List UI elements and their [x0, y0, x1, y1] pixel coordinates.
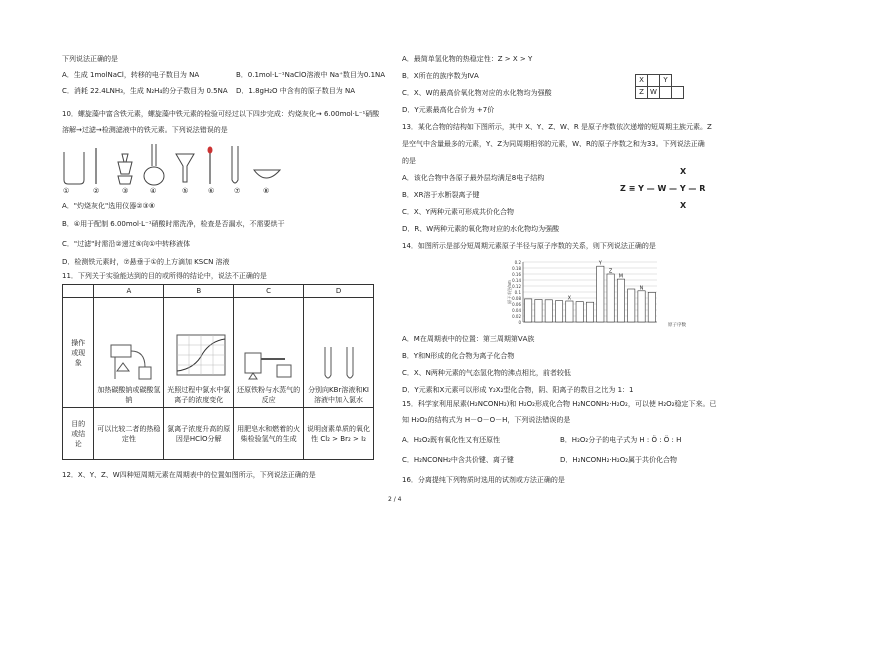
chart-bar-label: X — [567, 295, 572, 302]
q11-row2-c: 用肥皂水和燃着的火柴检验氢气的生成 — [234, 408, 304, 460]
q14-option-b: B．Y和N形成的化合物为离子化合物 — [402, 352, 515, 360]
grid-cell-x: X — [635, 74, 648, 87]
q13-stem-line2: 是空气中含量最多的元素，Y、Z为同周期相邻的元素，W、R的原子序数之和为33。下列说法正确 — [402, 140, 705, 148]
q10-option-d: D．检测铁元素时，⑦悬垂于①的上方滴加 KSCN 溶液 — [62, 258, 230, 266]
chart-bar — [576, 302, 583, 322]
structure-x-bottom: X — [680, 201, 687, 210]
instrument-label-4: ④ — [150, 187, 157, 195]
chart-bar — [586, 302, 593, 322]
q13-option-c: C．X、Y两种元素可形成共价化合物 — [402, 208, 514, 216]
q11-header-blank — [63, 285, 94, 298]
instrument-label-2: ② — [93, 187, 100, 195]
chart-x-label: 原子序数 — [668, 323, 686, 328]
q11-row2-d: 说明卤素单质的氧化性 Cl₂ > Br₂ > I₂ — [304, 408, 374, 460]
instrument-label-3: ③ — [122, 187, 129, 195]
evaporating-dish-icon — [254, 170, 280, 178]
match-icon — [208, 147, 213, 185]
chart-y-tick: 0.16 — [512, 272, 521, 277]
iron-steam-apparatus-figure — [241, 339, 297, 383]
instrument-label-1: ① — [63, 187, 70, 195]
q10-stem-line2: 溶解→过滤→检测滤液中的铁元素。下列说法错误的是 — [62, 126, 228, 134]
q11-table — [62, 284, 374, 460]
q10-option-b: B．④用于配制 6.00mol·L⁻¹硝酸时需洗净，检查是否漏水，不需要烘干 — [62, 220, 285, 228]
q9-option-c: C．消耗 22.4LNH₃，生成 N₂H₄的分子数目为 0.5NA — [62, 87, 228, 95]
q13-option-a: A．该化合物中各原子最外层均满足8电子结构 — [402, 174, 545, 182]
element-position-grid — [635, 74, 689, 100]
q15-option-d: D．H₂NCONH₂·H₂O₂属于共价化合物 — [560, 456, 678, 464]
chart-bar — [555, 301, 562, 322]
chart-bar — [617, 279, 624, 322]
chart-y-tick: 0.1 — [514, 290, 521, 295]
q15-option-c: C．H₂NCONH₂中含共价键、离子键 — [402, 456, 514, 464]
q11-header-c: C — [234, 285, 304, 298]
chart-bar — [648, 292, 655, 322]
q11-row1-d: 分别向KBr溶液和KI溶液中加入氯水 — [304, 298, 374, 408]
q11-row2-label: 目的或结论 — [63, 408, 94, 460]
q9-option-a: A．生成 1molNaCl，转移的电子数目为 NA — [62, 71, 200, 79]
q11-header-a: A — [94, 285, 164, 298]
chart-bar — [628, 289, 635, 322]
q12-stem: 12．X、Y、Z、W四种短周期元素在周期表中的位置如图所示，下列说法正确的是 — [62, 471, 316, 479]
q-intro: 下列说法正确的是 — [62, 55, 118, 63]
q13-option-d: D．R、W两种元素的氧化物对应的水化物均为强酸 — [402, 225, 560, 233]
test-tube-icon — [232, 146, 238, 183]
structure-formula: Z ≡ Y — W — Y — R — [620, 184, 706, 193]
q9-option-d: D．1.8gH₂O 中含有的原子数目为 NA — [236, 87, 356, 95]
chart-y-tick: 0 — [518, 320, 521, 325]
chart-y-label: 原子半径/nm — [507, 280, 512, 304]
q10-option-a: A．"灼烧灰化"选用仪器②③⑧ — [62, 202, 156, 210]
q11-header-d: D — [304, 285, 374, 298]
q14-option-d: D．Y元素和X元素可以形成 Y₂X₂型化合物，阴、阳离子的数目之比为 1：1 — [402, 386, 634, 394]
instrument-label-5: ⑤ — [182, 187, 189, 195]
chart-bar — [597, 266, 604, 322]
q11-header-b: B — [164, 285, 234, 298]
q10-option-c: C．"过滤"时需沿②递过⑤向①中转移液体 — [62, 240, 191, 248]
chart-y-tick: 0.18 — [512, 266, 521, 271]
q12-option-b: B．X所在的族序数为ⅣA — [402, 72, 479, 80]
q11-row1-label: 操作或现象 — [63, 298, 94, 408]
chart-bar — [638, 291, 645, 322]
q12-option-d: D．Y元素最高化合价为 +7价 — [402, 106, 495, 114]
atomic-radius-chart — [505, 256, 695, 332]
chart-bar-label: Y — [598, 260, 602, 267]
chart-bar — [535, 300, 542, 323]
structure-x-top: X — [680, 167, 687, 176]
chart-bar-label: M — [618, 273, 624, 280]
instrument-label-8: ⑧ — [263, 187, 270, 195]
grid-cell-z: Z — [635, 86, 648, 99]
q11-row2-b: 氯离子浓度升高的原因是HClO分解 — [164, 408, 234, 460]
q12-option-c: C．X、W的最高价氧化物对应的水化物均为强酸 — [402, 89, 552, 97]
chart-y-tick: 0.2 — [514, 260, 521, 265]
chart-bar — [566, 301, 573, 322]
q15-stem-line2: 知 H₂O₂的结构式为 H－O－O－H，下列说法错误的是 — [402, 416, 571, 424]
instrument-label-7: ⑦ — [234, 187, 241, 195]
chart-y-tick: 0.04 — [512, 308, 521, 313]
chart-y-tick: 0.12 — [512, 284, 521, 289]
chart-y-tick: 0.06 — [512, 302, 521, 307]
q11-stem: 11．下列关于实验能达到的目的或所得的结论中，说法不正确的是 — [62, 272, 267, 280]
volumetric-flask-icon — [144, 144, 164, 185]
grid-cell-empty-3 — [671, 86, 684, 99]
chart-bar — [525, 299, 532, 322]
chart-y-tick: 0.02 — [512, 314, 521, 319]
q12-option-a: A．最简单氢化物的热稳定性：Z > X > Y — [402, 55, 533, 63]
q15-option-b: B．H₂O₂分子的电子式为 H : Ö : Ö : H — [560, 436, 682, 444]
chart-bar — [607, 274, 614, 322]
q15-stem-line1: 15．科学家利用尿素(H₂NCONH₂)和 H₂O₂形成化合物 H₂NCONH₂·H₂O₂，可以使 H₂O₂稳定下来。已 — [402, 400, 717, 408]
chloride-graph-figure — [171, 333, 227, 383]
instrument-label-6: ⑥ — [208, 187, 215, 195]
heating-apparatus-figure — [101, 327, 157, 383]
q15-option-a: A．H₂O₂既有氧化性又有还原性 — [402, 436, 501, 444]
q10-stem-line1: 10．螺旋藻中富含铁元素，螺旋藻中铁元素的检验可经过以下四步完成：灼烧灰化→ 6.00mol·L⁻¹硝酸 — [62, 110, 380, 118]
q11-row1-b: 光照过程中氯水中氯离子的浓度变化 — [164, 298, 234, 408]
halide-test-tubes-figure — [311, 343, 367, 383]
q11-row1-a: 加热碳酸钠或碳酸氢钠 — [94, 298, 164, 408]
chart-bar-label: N — [639, 285, 644, 292]
q11-row2-a: 可以比较二者的热稳定性 — [94, 408, 164, 460]
chart-y-tick: 0.08 — [512, 296, 521, 301]
page-number: 2 / 4 — [388, 496, 402, 503]
chart-bar-label: Z — [608, 268, 613, 275]
q13-stem-line3: 的是 — [402, 157, 416, 165]
q11-row1-c: 还原铁粉与水蒸气的反应 — [234, 298, 304, 408]
q14-stem: 14．如图所示是部分短周期元素原子半径与原子序数的关系，则下列说法正确的是 — [402, 242, 656, 250]
q14-option-a: A．M在周期表中的位置：第三周期第ⅤA族 — [402, 335, 535, 343]
chart-y-tick: 0.14 — [512, 278, 521, 283]
beaker-icon — [64, 152, 84, 184]
crucible-icon — [118, 154, 132, 184]
chart-bar — [545, 300, 552, 322]
q13-option-b: B．XR溶于水断裂离子键 — [402, 191, 480, 199]
funnel-icon — [176, 154, 194, 182]
q9-option-b: B．0.1mol·L⁻¹NaClO溶液中 Na⁺数目为0.1NA — [236, 71, 386, 79]
q13-stem-line1: 13．某化合物的结构如下图所示，其中 X、Y、Z、W、R 是原子序数依次递增的短周期主族元素。Z — [402, 123, 712, 131]
grid-cell-w: W — [647, 86, 660, 99]
q14-option-c: C．X、N两种元素的气态氢化物的沸点相比，前者较低 — [402, 369, 571, 377]
grid-cell-y: Y — [659, 74, 672, 87]
q16-stem: 16．分离提纯下列物质时选用的试剂或方法正确的是 — [402, 476, 565, 484]
